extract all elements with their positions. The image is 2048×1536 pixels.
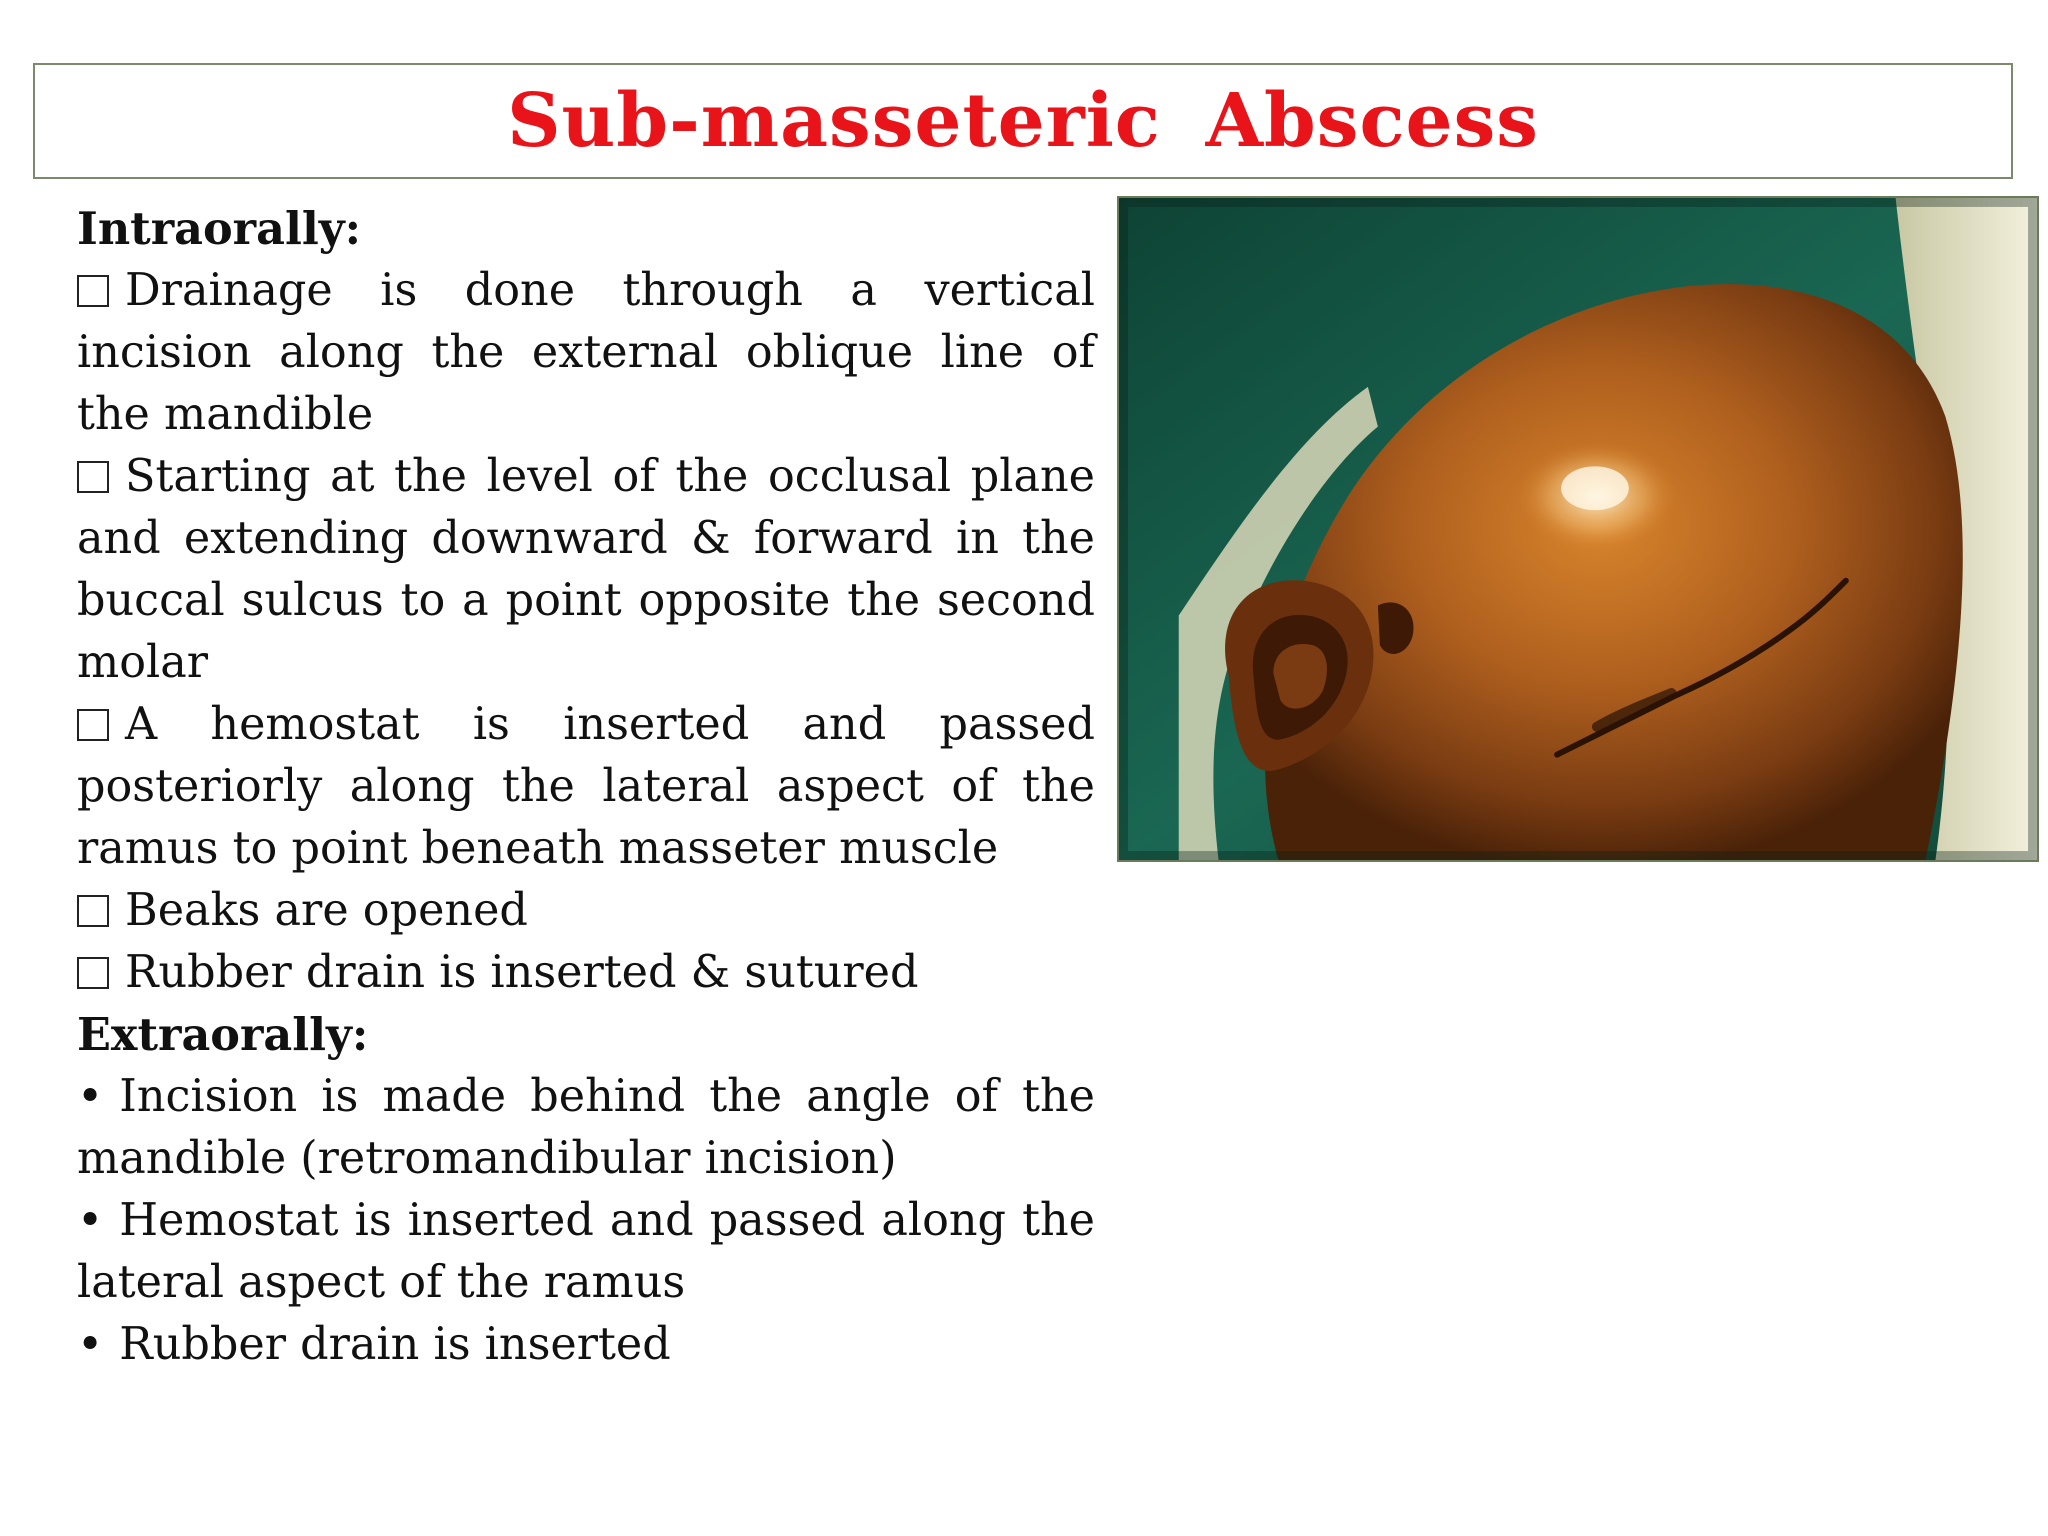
clinical-photo — [1117, 196, 2039, 862]
extraoral-item-1 — [77, 1066, 1095, 1190]
intraoral-item-text: A hemostat is inserted and passed posteriorly along the lateral aspect of the ramus to point beneath masseter muscle — [77, 699, 1095, 874]
bullet-icon: • — [77, 1071, 104, 1122]
intraoral-item-text: Beaks are opened — [125, 885, 528, 936]
intraoral-item-3 — [77, 694, 1095, 880]
intraoral-heading: Intraorally: — [77, 203, 362, 255]
extraoral-item-text: Incision is made behind the angle of the mandible (retromandibular incision) — [77, 1071, 1095, 1184]
checkbox-square-icon — [77, 709, 109, 741]
checkbox-square-icon — [77, 957, 109, 989]
intraoral-item-2 — [77, 446, 1095, 694]
intraoral-item-4 — [77, 880, 1095, 942]
clinical-photo-illustration — [1119, 198, 2037, 860]
extraoral-item-3 — [77, 1314, 1095, 1376]
extraoral-item-text: Hemostat is inserted and passed along the lateral aspect of the ramus — [77, 1195, 1095, 1308]
checkbox-square-icon — [77, 895, 109, 927]
title-box — [33, 63, 2013, 179]
intraoral-item-1 — [77, 260, 1095, 446]
intraoral-item-5 — [77, 942, 1095, 1004]
extraoral-item-text: Rubber drain is inserted — [119, 1319, 671, 1370]
bullet-icon: • — [77, 1195, 104, 1246]
checkbox-square-icon — [77, 275, 109, 307]
intraoral-item-text: Starting at the level of the occlusal plane and extending downward & forward in the buccal sulcus to a point opposite the second molar — [77, 451, 1095, 688]
body-text — [77, 198, 1095, 1376]
slide-title: Sub-masseteric Abscess — [507, 78, 1539, 164]
extraoral-item-2 — [77, 1190, 1095, 1314]
intraoral-item-text: Rubber drain is inserted & sutured — [125, 947, 919, 998]
extraoral-heading: Extraorally: — [77, 1009, 369, 1061]
checkbox-square-icon — [77, 461, 109, 493]
bullet-icon: • — [77, 1319, 104, 1370]
intraoral-item-text: Drainage is done through a vertical incision along the external oblique line of the mandible — [77, 265, 1095, 440]
